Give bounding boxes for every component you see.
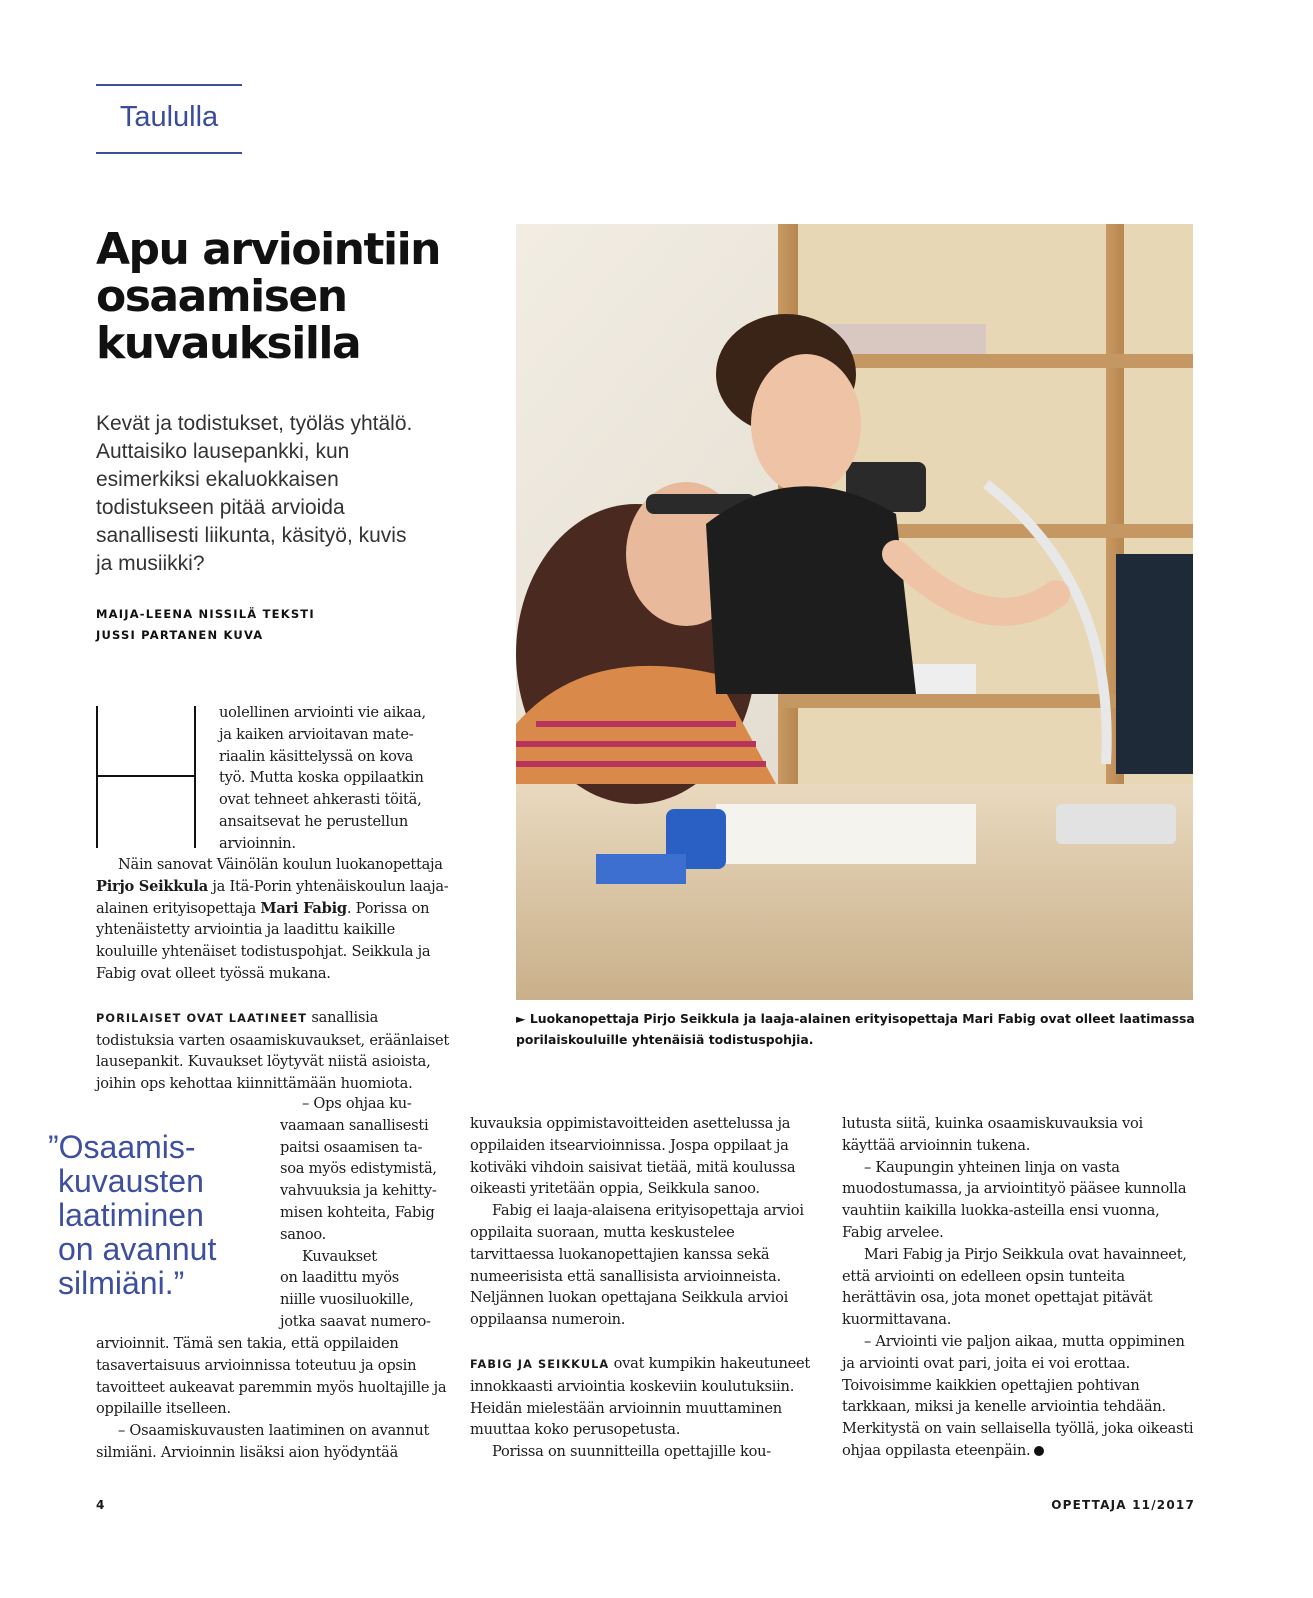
body-column-1-continued — [96, 1333, 458, 1464]
issue-label: OPETTAJA 11/2017 — [1051, 1498, 1195, 1512]
paragraph: FABIG JA SEIKKULA ovat kumpikin hakeutuneet innokkaasti arviointia koskeviin koulutuksiin. Heidän mielestään arvioinnin muuttaminen muuttaa koko perusopetusta. — [470, 1354, 811, 1439]
headline — [96, 226, 496, 367]
paragraph: – Kaupungin yhteinen linja on vasta muodostumassa, ja arviointityö pääsee kunnolla vauhtiin kaikilla luokka-asteilla ensi vuonna, Fabig arvelee. — [842, 1158, 1187, 1241]
lead-paragraph: Kevät ja todistukset, työläs yhtälö. Auttaisiko lausepankki, kun esimerkiksi ekaluokkaisen todistukseen pitää arvioida sanallisesti liikunta, käsityö, kuvis ja musiikki? — [96, 412, 413, 575]
drop-cap — [96, 706, 196, 848]
intro-line: uolellinen arviointi vie aikaa, — [219, 704, 426, 721]
body-column-3 — [842, 1113, 1194, 1462]
paragraph: – Arviointi vie paljon aikaa, mutta oppiminen ja arviointi ovat pari, joita ei voi erottaa. Toivoisimme kaikkien opettajien pohtivan tarkkaan, miksi ja kenelle arviointia tehdään. Merkitystä on vain sellaisella työllä, joka oikeasti ohjaa oppilasta eteenpäin. — [842, 1332, 1194, 1459]
paragraph: Näin sanovat Väinölän koulun luokanopettaja Pirjo Seikkula ja Itä-Porin yhtenäiskoulun laaja-alainen erityisopettaja Mari Fabig. Porissa on yhtenäistetty arviointia ja laadittu kaikille kouluille yhtenäiset todistuspohjat. Seikkula ja Fabig ovat olleet työssä mukana. — [96, 856, 449, 982]
paragraph: lutusta siitä, kuinka osaamiskuvauksia voi käyttää arvioinnin tukena. — [842, 1115, 1143, 1154]
caption-arrow-icon: ► — [516, 1011, 526, 1026]
headline-line: Apu arviointiin — [96, 224, 441, 275]
intro-line: ovat tehneet ahkerasti töitä, — [219, 791, 422, 809]
byline-writer: MAIJA-LEENA NISSILÄ TEKSTI — [96, 607, 315, 621]
paragraph: – Osaamiskuvausten laatiminen on avannut silmiäni. Arvioinnin lisäksi aion hyödyntää — [96, 1422, 430, 1461]
intro-line: arvioinnin. — [219, 834, 296, 852]
byline — [96, 604, 426, 646]
end-mark-icon — [1034, 1446, 1044, 1456]
intro-text — [219, 702, 459, 855]
wrapped-text: – Ops ohjaa ku- vaamaan sanallisesti paitsi osaamisen ta- soa myös edistymistä, vahvuuksia ja kehitty- misen kohteita, Fabig sanoo. Kuvaukset on laadittu myös niille vuosiluokille, jotka saavat numero- — [280, 1095, 437, 1330]
pull-quote: ”Osaamis- kuvausten laatiminen on avannut silmiäni.” — [48, 1129, 217, 1301]
photo-caption: ► Luokanopettaja Pirjo Seikkula ja laaja-alainen erityisopettaja Mari Fabig ovat olleet laatimassa porilaiskouluille yhtenäisiä todistuspohjia. — [516, 1011, 1195, 1047]
intro-line: riaalin käsittelyssä on kova — [219, 747, 414, 765]
body-column-1 — [96, 854, 458, 1095]
headline-line: osaamisen — [96, 271, 347, 322]
headline-line: kuvauksilla — [96, 318, 361, 369]
paragraph: arvioinnit. Tämä sen takia, että oppilaiden tasavertaisuus arvioinnissa toteutuu ja opsin tavoitteet aukeavat paremmin myös huoltajille ja oppilaille itselleen. — [96, 1335, 447, 1418]
paragraph: kuvauksia oppimistavoitteiden asettelussa ja oppilaiden itsearvioinnissa. Jospa oppilaat ja kotiväki vihdoin saisivat tietää, mitä koulussa oikeasti yritetään oppia, Seikkula sanoo. — [470, 1115, 796, 1198]
paragraph: Porissa on suunnitteilla opettajille kou- — [492, 1443, 771, 1461]
section-label: Taululla — [119, 101, 219, 133]
body-column-2 — [470, 1113, 820, 1463]
section-lead-in: PORILAISET OVAT LAATINEET — [96, 1011, 308, 1025]
article-photo — [516, 224, 1193, 1000]
paragraph: Mari Fabig ja Pirjo Seikkula ovat havainneet, että arviointi on edelleen opsin tunteita herättävin osa, jota monet opettajat pitävät kuormittavana. — [842, 1245, 1187, 1329]
person-name: Pirjo Seikkula — [96, 877, 209, 895]
person-name: Mari Fabig — [260, 899, 347, 917]
paragraph: Fabig ei laaja-alaisena erityisopettaja arvioi oppilaita suoraan, mutta keskustelee tarvittaessa luokanopettajien kanssa sekä numeerisista että sanallisista arvioinneista. Neljännen luokan opettajana Seikkula arvioi oppilaansa numeroin. — [470, 1202, 804, 1329]
section-lead-in: FABIG JA SEIKKULA — [470, 1357, 610, 1371]
byline-photographer: JUSSI PARTANEN KUVA — [96, 628, 264, 642]
intro-line: ansaitsevat he perustellun — [219, 812, 409, 830]
intro-line: työ. Mutta koska oppilaatkin — [219, 769, 424, 787]
intro-line: ja kaiken arvioitavan mate- — [219, 725, 414, 743]
paragraph: PORILAISET OVAT LAATINEET sanallisia todistuksia varten osaamiskuvaukset, eräänlaiset lausepankit. Kuvaukset löytyvät niistä asioista, joihin ops kehottaa kiinnittämään huomiota. — [96, 1008, 450, 1093]
section-tag — [96, 84, 242, 154]
page-number: 4 — [96, 1498, 105, 1512]
